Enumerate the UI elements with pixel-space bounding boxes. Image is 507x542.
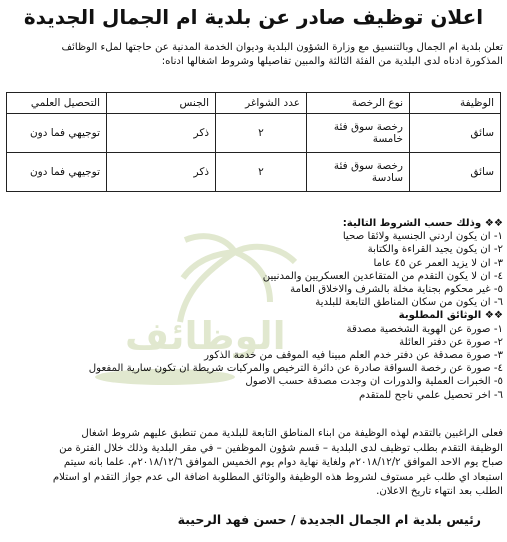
conditions-heading: ❖❖ وذلك حسب الشروط التالية: — [342, 218, 503, 229]
condition-item: ٦- ان يكون من سكان المناطق التابعة للبلدية — [315, 297, 503, 309]
condition-item: ١- ان يكون اردني الجنسية ولائقا صحيا — [342, 231, 503, 243]
header-education: التحصيل العلمي — [7, 93, 107, 114]
closing-line: الطلب بعد انتهاء تاريخ الاعلان. — [376, 486, 503, 497]
document-item: ٤- صورة عن رخصة السواقة صادرة عن دائرة الترخيص والمركبات شريطة ان تكون سارية المفعول — [88, 363, 503, 375]
intro-line: تعلن بلدية ام الجمال وبالتنسيق مع وزارة الشؤون البلدية وديوان الخدمة المدنية عن حاجتها لملء الوظائف — [61, 42, 503, 53]
intro-line: المذكورة ادناه لدى البلدية من الفئة الثالثة والمبين تفاصيلها وشروط اشغالها ادناه: — [161, 56, 503, 67]
watermark-text: الوظائف — [125, 314, 286, 358]
closing-line: صباح يوم الاحد الموافق ٢٠١٨/١٢/٢م ولغاية نهاية دوام يوم الخميس الموافق ٢٠١٨/١٢/٦م. علما بانه سيتم — [63, 457, 503, 468]
closing-line: الوظيفة التقدم بطلب توظيف لدى البلدية – قسم شؤون الموظفين – في مقر البلدية وذلك خلال الفترة من — [59, 442, 503, 454]
condition-item: ٣- ان لا يزيد العمر عن ٤٥ عاما — [373, 257, 503, 269]
table-row — [7, 114, 501, 153]
cell-job: سائق — [410, 114, 501, 153]
document-item: ٦- اخر تحصيل علمي ناجح للمتقدم — [358, 389, 503, 401]
header-license: نوع الرخصة — [307, 93, 410, 114]
jobs-table — [6, 92, 501, 192]
header-gender: الجنس — [107, 93, 216, 114]
table-header-row — [7, 93, 501, 114]
condition-item: ٢- ان يكون يجيد القراءة والكتابة — [367, 244, 503, 256]
document-item: ٣- صورة مصدقة عن دفتر خدم العلم مبينا فيه الموقف من خدمة الذكور — [204, 350, 503, 362]
cell-gender: ذكر — [107, 153, 216, 192]
cell-vacancies: ٢ — [216, 153, 307, 192]
conditions-section — [4, 217, 503, 402]
document-item: ١- صورة عن الهوية الشخصية مصدقة — [346, 323, 503, 335]
closing-paragraph — [4, 427, 503, 500]
announcement-title: اعلان توظيف صادر عن بلدية ام الجمال الجديدة — [23, 5, 484, 29]
cell-vacancies: ٢ — [216, 114, 307, 153]
cell-job: سائق — [410, 153, 501, 192]
intro-paragraph — [4, 41, 503, 69]
closing-line: استبعاد اي طلب غير مستوف لشروط هذه الوظيفة والوثائق المطلوبة اضافة الى عدم جواز التقدم او استلام — [52, 471, 503, 483]
document-item: ٢- صورة عن دفتر العائلة — [399, 336, 503, 348]
cell-gender: ذكر — [107, 114, 216, 153]
condition-item: ٤- ان لا يكون التقدم من المتقاعدين العسكريين والمدنيين — [262, 270, 503, 282]
condition-item: ٥- غير محكوم بجناية مخلة بالشرف والاخلاق العامة — [290, 284, 503, 296]
header-vacancies: عدد الشواغر — [216, 93, 307, 114]
document-item: ٥- الخبرات العملية والدورات ان وجدت مصدقة حسب الاصول — [245, 376, 503, 388]
table-row — [7, 153, 501, 192]
cell-license: رخصة سوق فئة سادسة — [307, 153, 410, 192]
cell-education: توجيهي فما دون — [7, 153, 107, 192]
cell-education: توجيهي فما دون — [7, 114, 107, 153]
cell-license: رخصة سوق فئة خامسة — [307, 114, 410, 153]
documents-heading: ❖❖ الوثائق المطلوبة — [398, 310, 503, 322]
signature-line: رئيس بلدية ام الجمال الجديدة / حسن فهد الرحيبة — [177, 512, 481, 527]
closing-line: فعلى الراغبين بالتقدم لهذه الوظيفة من ابناء المناطق التابعة للبلدية ممن تنطبق عليهم شروط اشغال — [81, 428, 503, 439]
header-job: الوظيفة — [410, 93, 501, 114]
